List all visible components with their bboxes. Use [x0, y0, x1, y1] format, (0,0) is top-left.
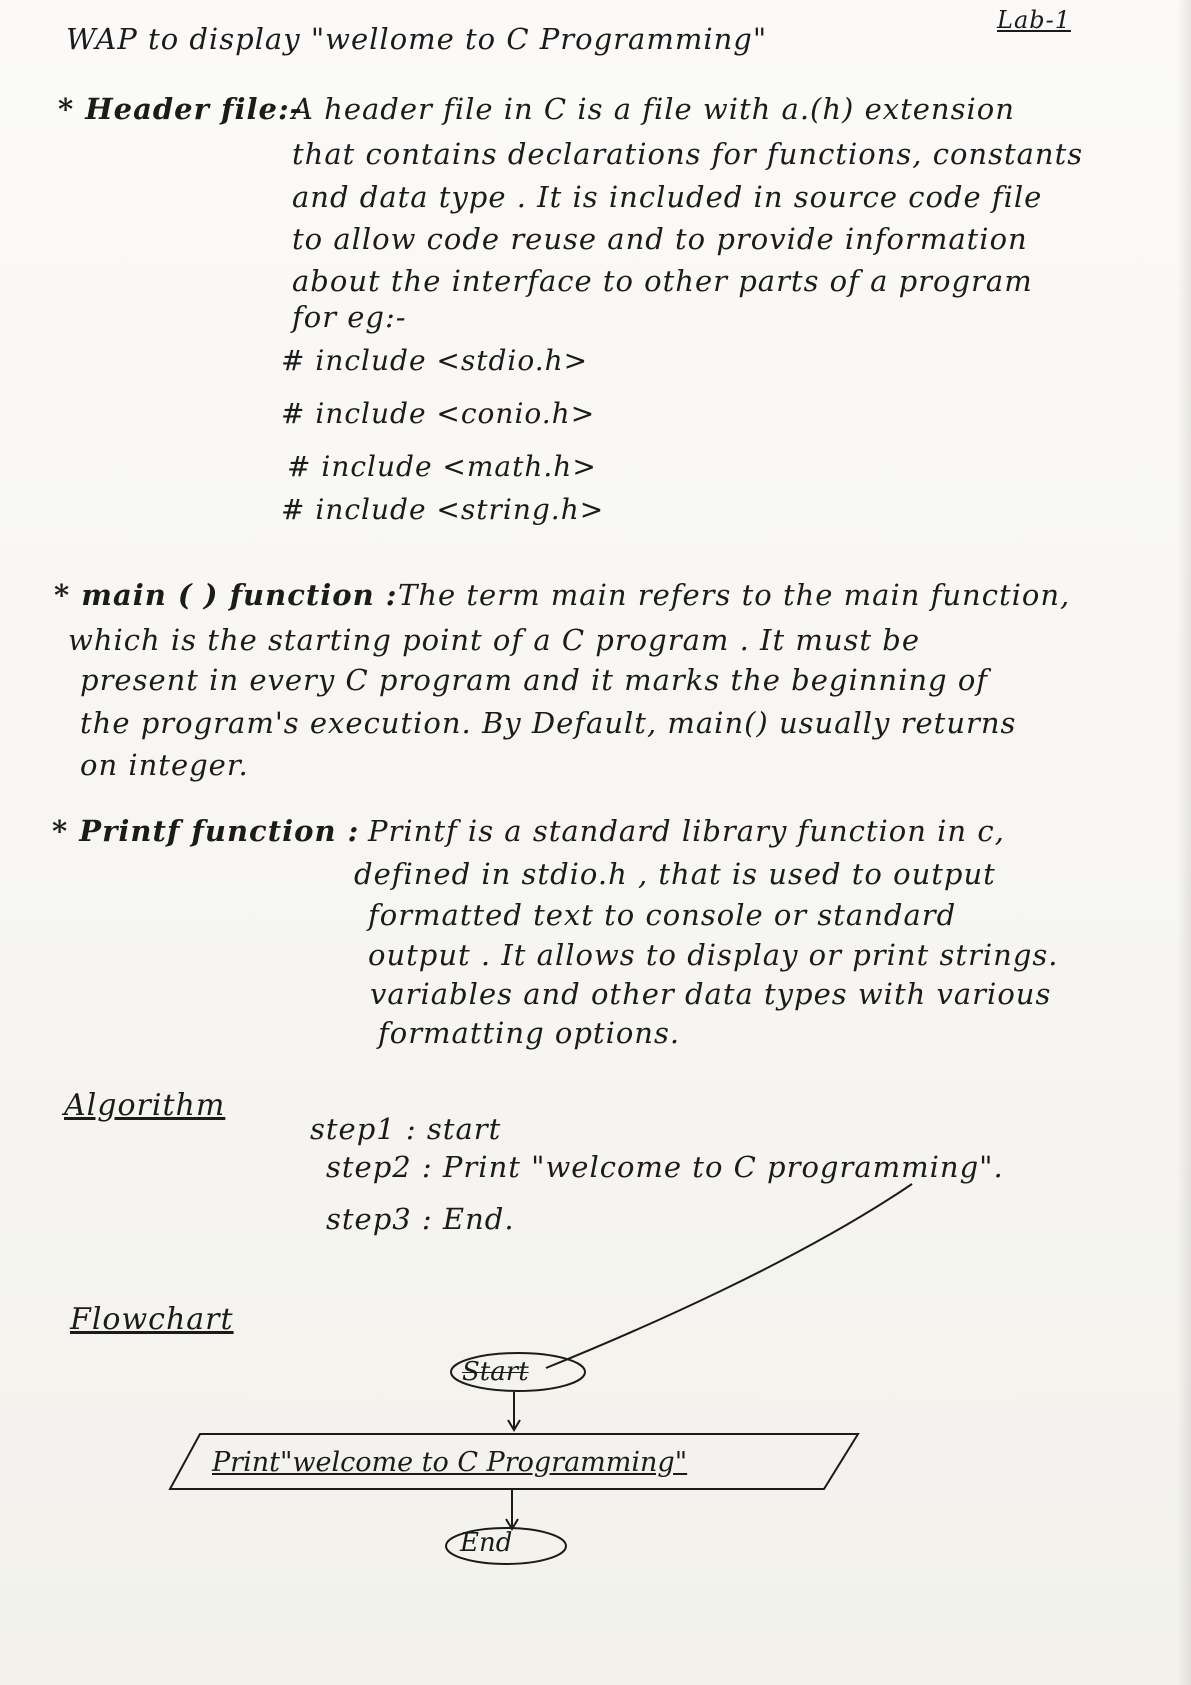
printf-line-6: formatting options. — [378, 1016, 681, 1050]
header-file-line-1: A header file in C is a file with a.(h) extension — [292, 92, 1015, 126]
printf-heading: * Printf function : — [52, 814, 360, 848]
include-stdio: # include <stdio.h> — [281, 344, 589, 377]
printf-line-3: formatted text to console or standard — [368, 898, 957, 932]
algorithm-step-3: step3 : End. — [326, 1202, 515, 1236]
header-file-line-5: about the interface to other parts of a program — [292, 264, 1033, 298]
page-title: WAP to display "wellome to C Programming" — [66, 22, 768, 56]
printf-line-5: variables and other data types with various — [370, 977, 1052, 1011]
main-function-heading: * main ( ) function : — [54, 578, 398, 612]
include-math: # include <math.h> — [287, 450, 597, 483]
main-function-line-2: which is the starting point of a C program . It must be — [68, 623, 920, 657]
flowchart-end-label: End — [460, 1528, 513, 1558]
main-function-line-5: on integer. — [80, 748, 249, 782]
printf-line-2: defined in stdio.h , that is used to output — [354, 857, 996, 891]
flowchart-start-label: Start — [462, 1357, 529, 1387]
diagonal-connector-line — [546, 1184, 912, 1368]
main-function-line-4: the program's execution. By Default, main() usually returns — [80, 706, 1017, 740]
printf-line-4: output . It allows to display or print strings. — [368, 938, 1059, 972]
header-file-line-2: that contains declarations for functions, constants — [292, 137, 1084, 171]
printf-line-1: Printf is a standard library function in c, — [368, 814, 1005, 848]
arrowhead-start-to-print — [508, 1420, 520, 1430]
main-function-line-1: The term main refers to the main function, — [398, 578, 1071, 612]
main-function-line-3: present in every C program and it marks the beginning of — [80, 663, 989, 697]
algorithm-heading: Algorithm — [64, 1088, 226, 1123]
header-file-heading: * Header file:- — [58, 92, 303, 126]
header-file-line-4: to allow code reuse and to provide information — [292, 222, 1028, 256]
flowchart-print-label: Print"welcome to C Programming" — [212, 1447, 688, 1478]
flowchart-heading: Flowchart — [70, 1302, 234, 1337]
include-string: # include <string.h> — [281, 493, 605, 526]
include-conio: # include <conio.h> — [281, 397, 596, 430]
page-edge-shadow — [1177, 0, 1191, 1685]
header-file-line-6: for eg:- — [292, 300, 407, 334]
algorithm-step-1: step1 : start — [310, 1112, 502, 1146]
lab-label: Lab-1 — [997, 6, 1071, 34]
algorithm-step-2: step2 : Print "welcome to C programming". — [326, 1150, 1004, 1184]
header-file-line-3: and data type . It is included in source code file — [292, 180, 1043, 214]
